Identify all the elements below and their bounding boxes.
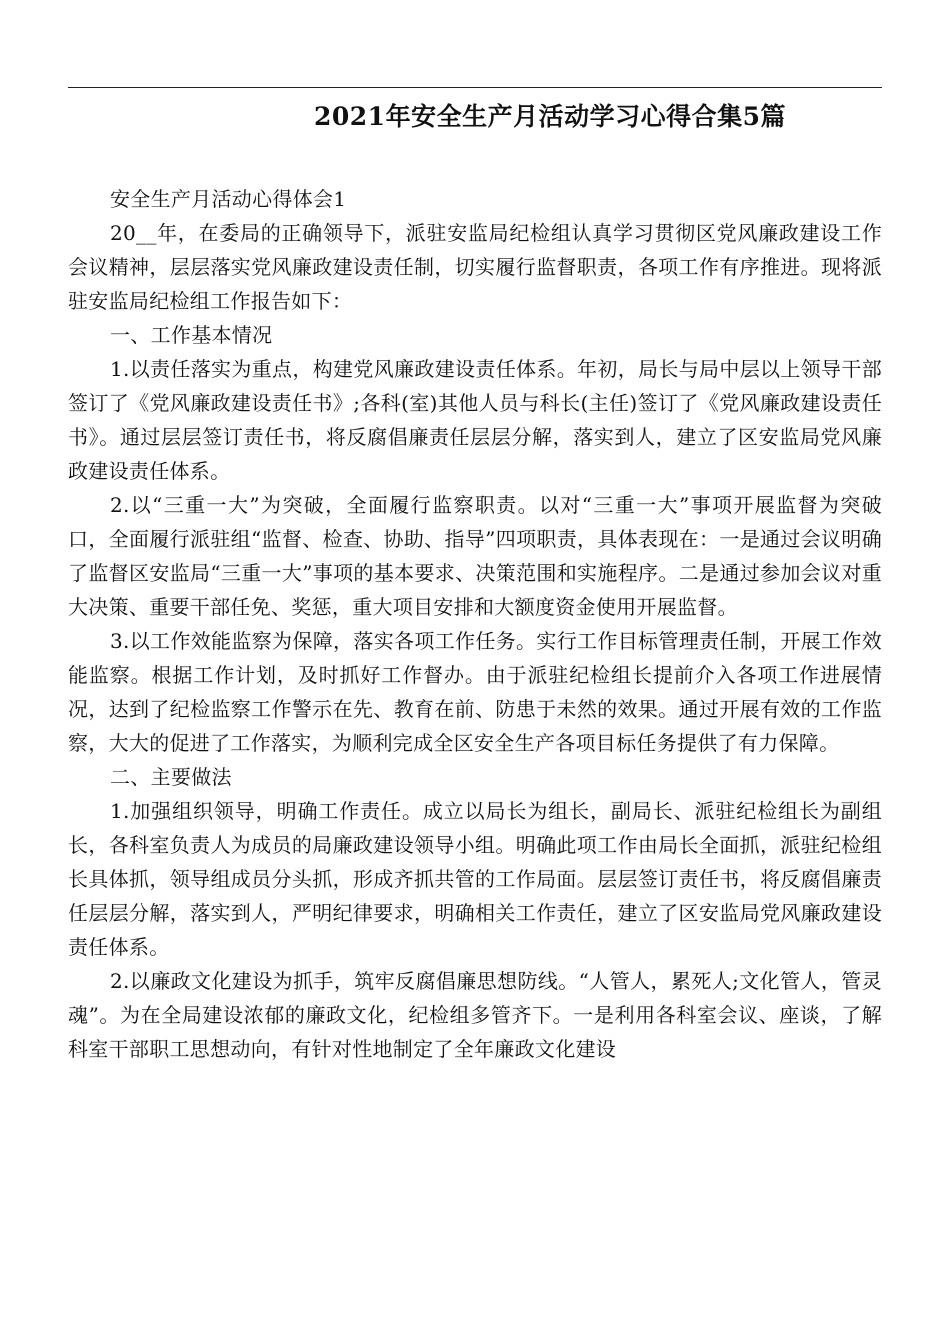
paragraph-culture: 2.以廉政文化建设为抓手，筑牢反腐倡廉思想防线。“人管人，累死人;文化管人，管灵魂”。为在全局建设浓郁的廉政文化，纪检组多管齐下。一是利用各科室会议、座谈，了解科室干部职工思想动向，有针对性地制定了全年廉政文化建设 bbox=[68, 969, 882, 1061]
section-heading-main-practices: 二、主要做法 bbox=[110, 765, 232, 789]
paragraph-three-major: 2.以“三重一大”为突破，全面履行监察职责。以对“三重一大”事项开展监督为突破口，全面履行派驻组“监督、检查、协助、指导”四项职责，具体表现在：一是通过会议明确了监督区安监局“三重一大”事项的基本要求、决策范围和实施程序。二是通过参加会议对重大决策、重要干部任免、奖惩，重大项目安排和大额度资金使用开展监督。 bbox=[68, 493, 882, 619]
document-title: 2021年安全生产月活动学习心得合集5篇 bbox=[314, 102, 786, 131]
intro-paragraph: 20__年，在委局的正确领导下，派驻安监局纪检组认真学习贯彻区党风廉政建设工作会议精神，层层落实党风廉政建设责任制，切实履行监督职责，各项工作有序推进。现将派驻安监局纪检组工作报告如下： bbox=[68, 221, 882, 313]
document-body bbox=[68, 182, 882, 1066]
paragraph-leadership: 1.加强组织领导，明确工作责任。成立以局长为组长，副局长、派驻纪检组长为副组长，各科室负责人为成员的局廉政建设领导小组。明确此项工作由局长全面抓，派驻纪检组长具体抓，领导组成员分头抓，形成齐抓共管的工作局面。层层签订责任书，将反腐倡廉责任层层分解，落实到人，严明纪律要求，明确相关工作责任，建立了区安监局党风廉政建设责任体系。 bbox=[68, 799, 882, 959]
section-heading-basic-situation: 一、工作基本情况 bbox=[110, 323, 273, 347]
section-heading-1: 安全生产月活动心得体会1 bbox=[110, 187, 347, 211]
header-rule bbox=[68, 87, 882, 88]
paragraph-responsibility: 1.以责任落实为重点，构建党风廉政建设责任体系。年初，局长与局中层以上领导干部签订了《党风廉政建设责任书》;各科(室)其他人员与科长(主任)签订了《党风廉政建设责任书》。通过层层签订责任书，将反腐倡廉责任层层分解，落实到人，建立了区安监局党风廉政建设责任体系。 bbox=[68, 357, 882, 483]
paragraph-efficiency: 3.以工作效能监察为保障，落实各项工作任务。实行工作目标管理责任制，开展工作效能监察。根据工作计划，及时抓好工作督办。由于派驻纪检组长提前介入各项工作进展情况，达到了纪检监察工作警示在先、教育在前、防患于未然的效果。通过开展有效的工作监察，大大的促进了工作落实，为顺利完成全区安全生产各项目标任务提供了有力保障。 bbox=[68, 629, 882, 755]
